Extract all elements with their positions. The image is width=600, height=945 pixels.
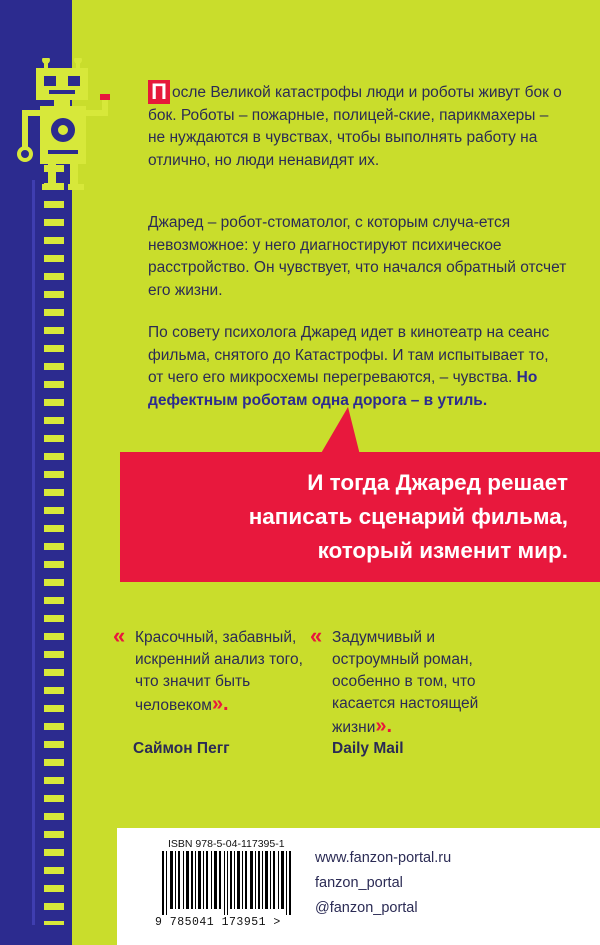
isbn-label: ISBN 978-5-04-117395-1 [168,838,285,850]
intro-paragraph-text: осле Великой катастрофы люди и роботы живут бок о бок. Роботы – пожарные, полицей-ские, парикмахеры – не нуждаются в чувствах, чтобы выполнять работу на отлично, но люди ненавидят их. [148,84,562,169]
robot-illustration [14,58,134,198]
third-paragraph-text: По совету психолога Джаред идет в кинотеатр на сеанс фильма, снятого до Катастрофы. И там испытывает то, от чего его микросхемы перегреваются, – чувства. [148,324,550,386]
callout-line-1: И тогда Джаред решает [307,470,568,495]
third-paragraph [148,322,568,412]
quote-open-mark: « [310,623,323,648]
intro-paragraph [148,80,568,172]
quote-close-mark: ». [211,693,229,715]
quote-left [113,623,305,717]
film-strip-perforations [44,165,64,925]
quote-right-author: Daily Mail [332,740,404,757]
callout-text [120,466,568,568]
second-paragraph: Джаред – робот-стоматолог, с которым случа-ется невозможное: у него диагностируют психическое расстройство. Он чувствует, что начался обратный отсчет его жизни. [148,214,567,299]
drop-cap: П [148,80,170,104]
barcode-digits: 9 785041 173951 > [155,916,281,929]
quote-right-text: Задумчивый и остроумный роман, особенно в том, что касается настоящей жизни [332,629,479,736]
quote-right [310,623,512,739]
quote-close-mark: ». [375,715,393,737]
film-strip-line [32,180,35,925]
website-link[interactable]: www.fanzon-portal.ru [315,850,452,866]
callout-line-2: написать сценарий фильма, [248,504,568,529]
social-handle-1[interactable]: fanzon_portal [315,875,403,891]
social-handle-2[interactable]: @fanzon_portal [315,900,418,916]
publisher-links [315,846,451,921]
quote-left-author: Саймон Пегг [133,740,230,757]
callout-tail [300,407,360,457]
barcode [160,851,300,915]
quote-open-mark: « [113,623,126,648]
callout-line-3: который изменит мир. [317,538,568,563]
third-paragraph-bold: Но дефектным роботам одна дорога – в утиль. [148,369,538,409]
quote-left-text: Красочный, забавный, искренний анализ того, что значит быть человеком [135,629,303,714]
